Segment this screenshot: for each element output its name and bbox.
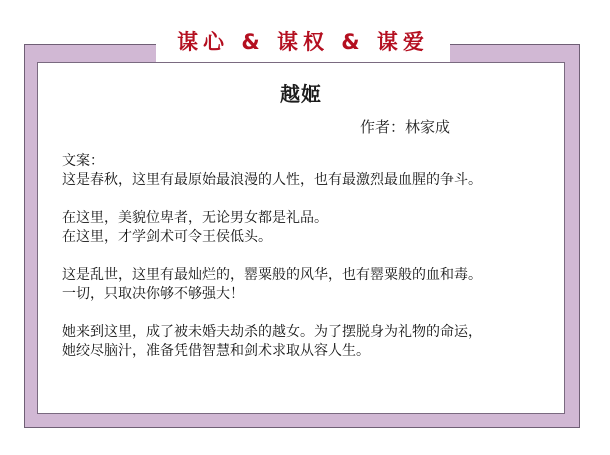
description-paragraph	[62, 266, 562, 304]
description-line: 在这里，美貌位卑者，无论男女都是礼品。	[62, 210, 328, 226]
book-author: 作者：林家成	[360, 118, 451, 136]
description-line: 这是春秋，这里有最原始最浪漫的人性，也有最激烈最血腥的争斗。	[62, 172, 482, 188]
book-description	[62, 152, 562, 380]
description-line: 文案：	[62, 153, 104, 169]
description-line: 她来到这里，成了被未婚夫劫杀的越女。为了摆脱身为礼物的命运，	[62, 324, 482, 340]
description-paragraph	[62, 323, 562, 361]
description-line: 一切，只取决你够不够强大！	[62, 286, 244, 302]
book-card	[37, 62, 565, 414]
description-paragraph	[62, 152, 562, 190]
book-title: 越姬	[280, 82, 322, 106]
description-paragraph	[62, 209, 562, 247]
description-line: 她绞尽脑汁，准备凭借智慧和剑术求取从容人生。	[62, 343, 370, 359]
description-line: 这是乱世，这里有最灿烂的，罂粟般的风华，也有罂粟般的血和毒。	[62, 267, 482, 283]
banner-heading: 谋心 & 谋权 & 谋爱	[156, 24, 450, 62]
description-line: 在这里，才学剑术可令王侯低头。	[62, 229, 272, 245]
book-card-frame	[24, 44, 580, 428]
